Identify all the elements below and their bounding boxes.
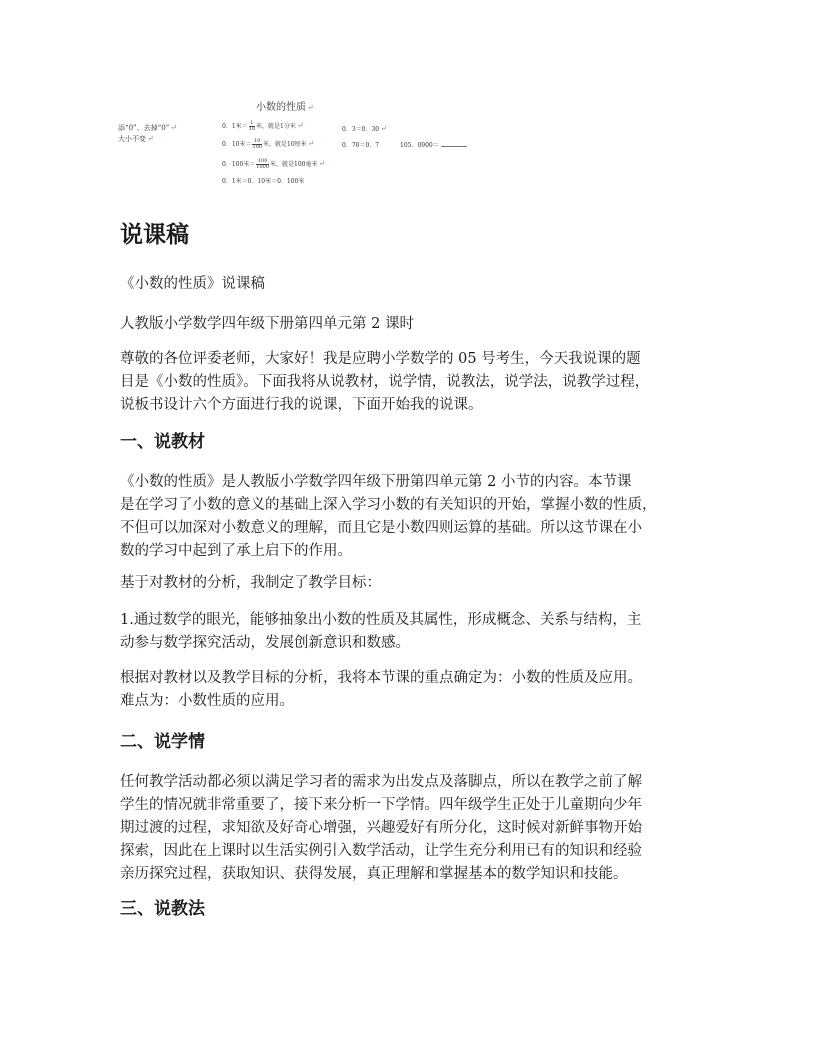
key-points-paragraph: 根据对教材以及教学目标的分析，我将本节课的重点确定为：小数的性质及应用。 难点为：小数性质的应用。	[120, 670, 642, 709]
goal-item-1: 1.通过数学的眼光，能够抽象出小数的性质及其属性，形成概念、关系与结构，主 动参与数学探究活动，发展创新意识和数感。	[120, 612, 642, 651]
section-heading-students: 二、说学情	[120, 732, 205, 752]
board-title: 小数的性质↵	[256, 102, 314, 113]
board-rule-line-1: 添“0”、去掉“0”↵	[118, 123, 177, 132]
goals-intro: 基于对教材的分析，我制定了教学目标：	[120, 575, 381, 591]
textbook-paragraph: 《小数的性质》是人教版小学数学四年级下册第四单元第 2 小节的内容。本节课 是在学习了小数的意义的基础上深入学习小数的有关知识的开始，掌握小数的性质， 不但可以加深对小数意义的理解，而且它是小数四则运算的基础。所以这节课在小 数的学习中起到了承上启下的作用。	[120, 474, 657, 559]
students-paragraph: 任何教学活动都必须以满足学习者的需求为出发点及落脚点，所以在教学之前了解 学生的情况就非常重要了，接下来分析一下学情。四年级学生正处于儿童期向少年 期过渡的过程，求知欲及好奇心增强，兴趣爱好有所分化，这时候对新鲜事物开始 探索，因此在上课时以生活实例引入数学活动，让学生充分利用已有的知识和经验 亲历探究过程，获取知识、获得发展，真正理解和掌握基本的数学知识和技能。	[120, 774, 642, 882]
board-step: 0．100米＝ $\frac{100}{1000}$ 米，就是100毫米↵	[222, 158, 326, 170]
board-step: 0．1米＝0．10米＝0．100米	[222, 178, 305, 185]
board-step: 0．10米＝ $\frac{10}{100}$ 米，就是10厘米↵	[222, 138, 315, 150]
board-design-image	[118, 100, 466, 192]
subtitle: 《小数的性质》说课稿	[120, 276, 265, 292]
board-step: 0．1米＝ $\frac{1}{10}$ 米，就是1分米↵	[222, 120, 304, 132]
section-heading-methods: 三、说教法	[120, 899, 205, 919]
section-heading-textbook: 一、说教材	[120, 432, 205, 452]
page-title: 说课稿	[120, 222, 189, 248]
intro-paragraph: 尊敬的各位评委老师，大家好！我是应聘小学数学的 05 号考生，今天我说课的题 目是《小数的性质》。下面我将从说教材，说学情，说教法，说学法，说教学过程， 说板书设计六个方面进行我的说课，下面开始我的说课。	[120, 351, 650, 413]
board-example: 105．0900＝	[400, 143, 467, 149]
board-example: 0．70＝0．7	[342, 142, 380, 149]
answer-blank	[441, 146, 467, 147]
board-rule-line-2: 大小不变↵	[118, 134, 154, 143]
board-example: 0．3＝0．30↵	[342, 124, 387, 133]
course-info: 人教版小学数学四年级下册第四单元第 2 课时	[120, 316, 414, 332]
